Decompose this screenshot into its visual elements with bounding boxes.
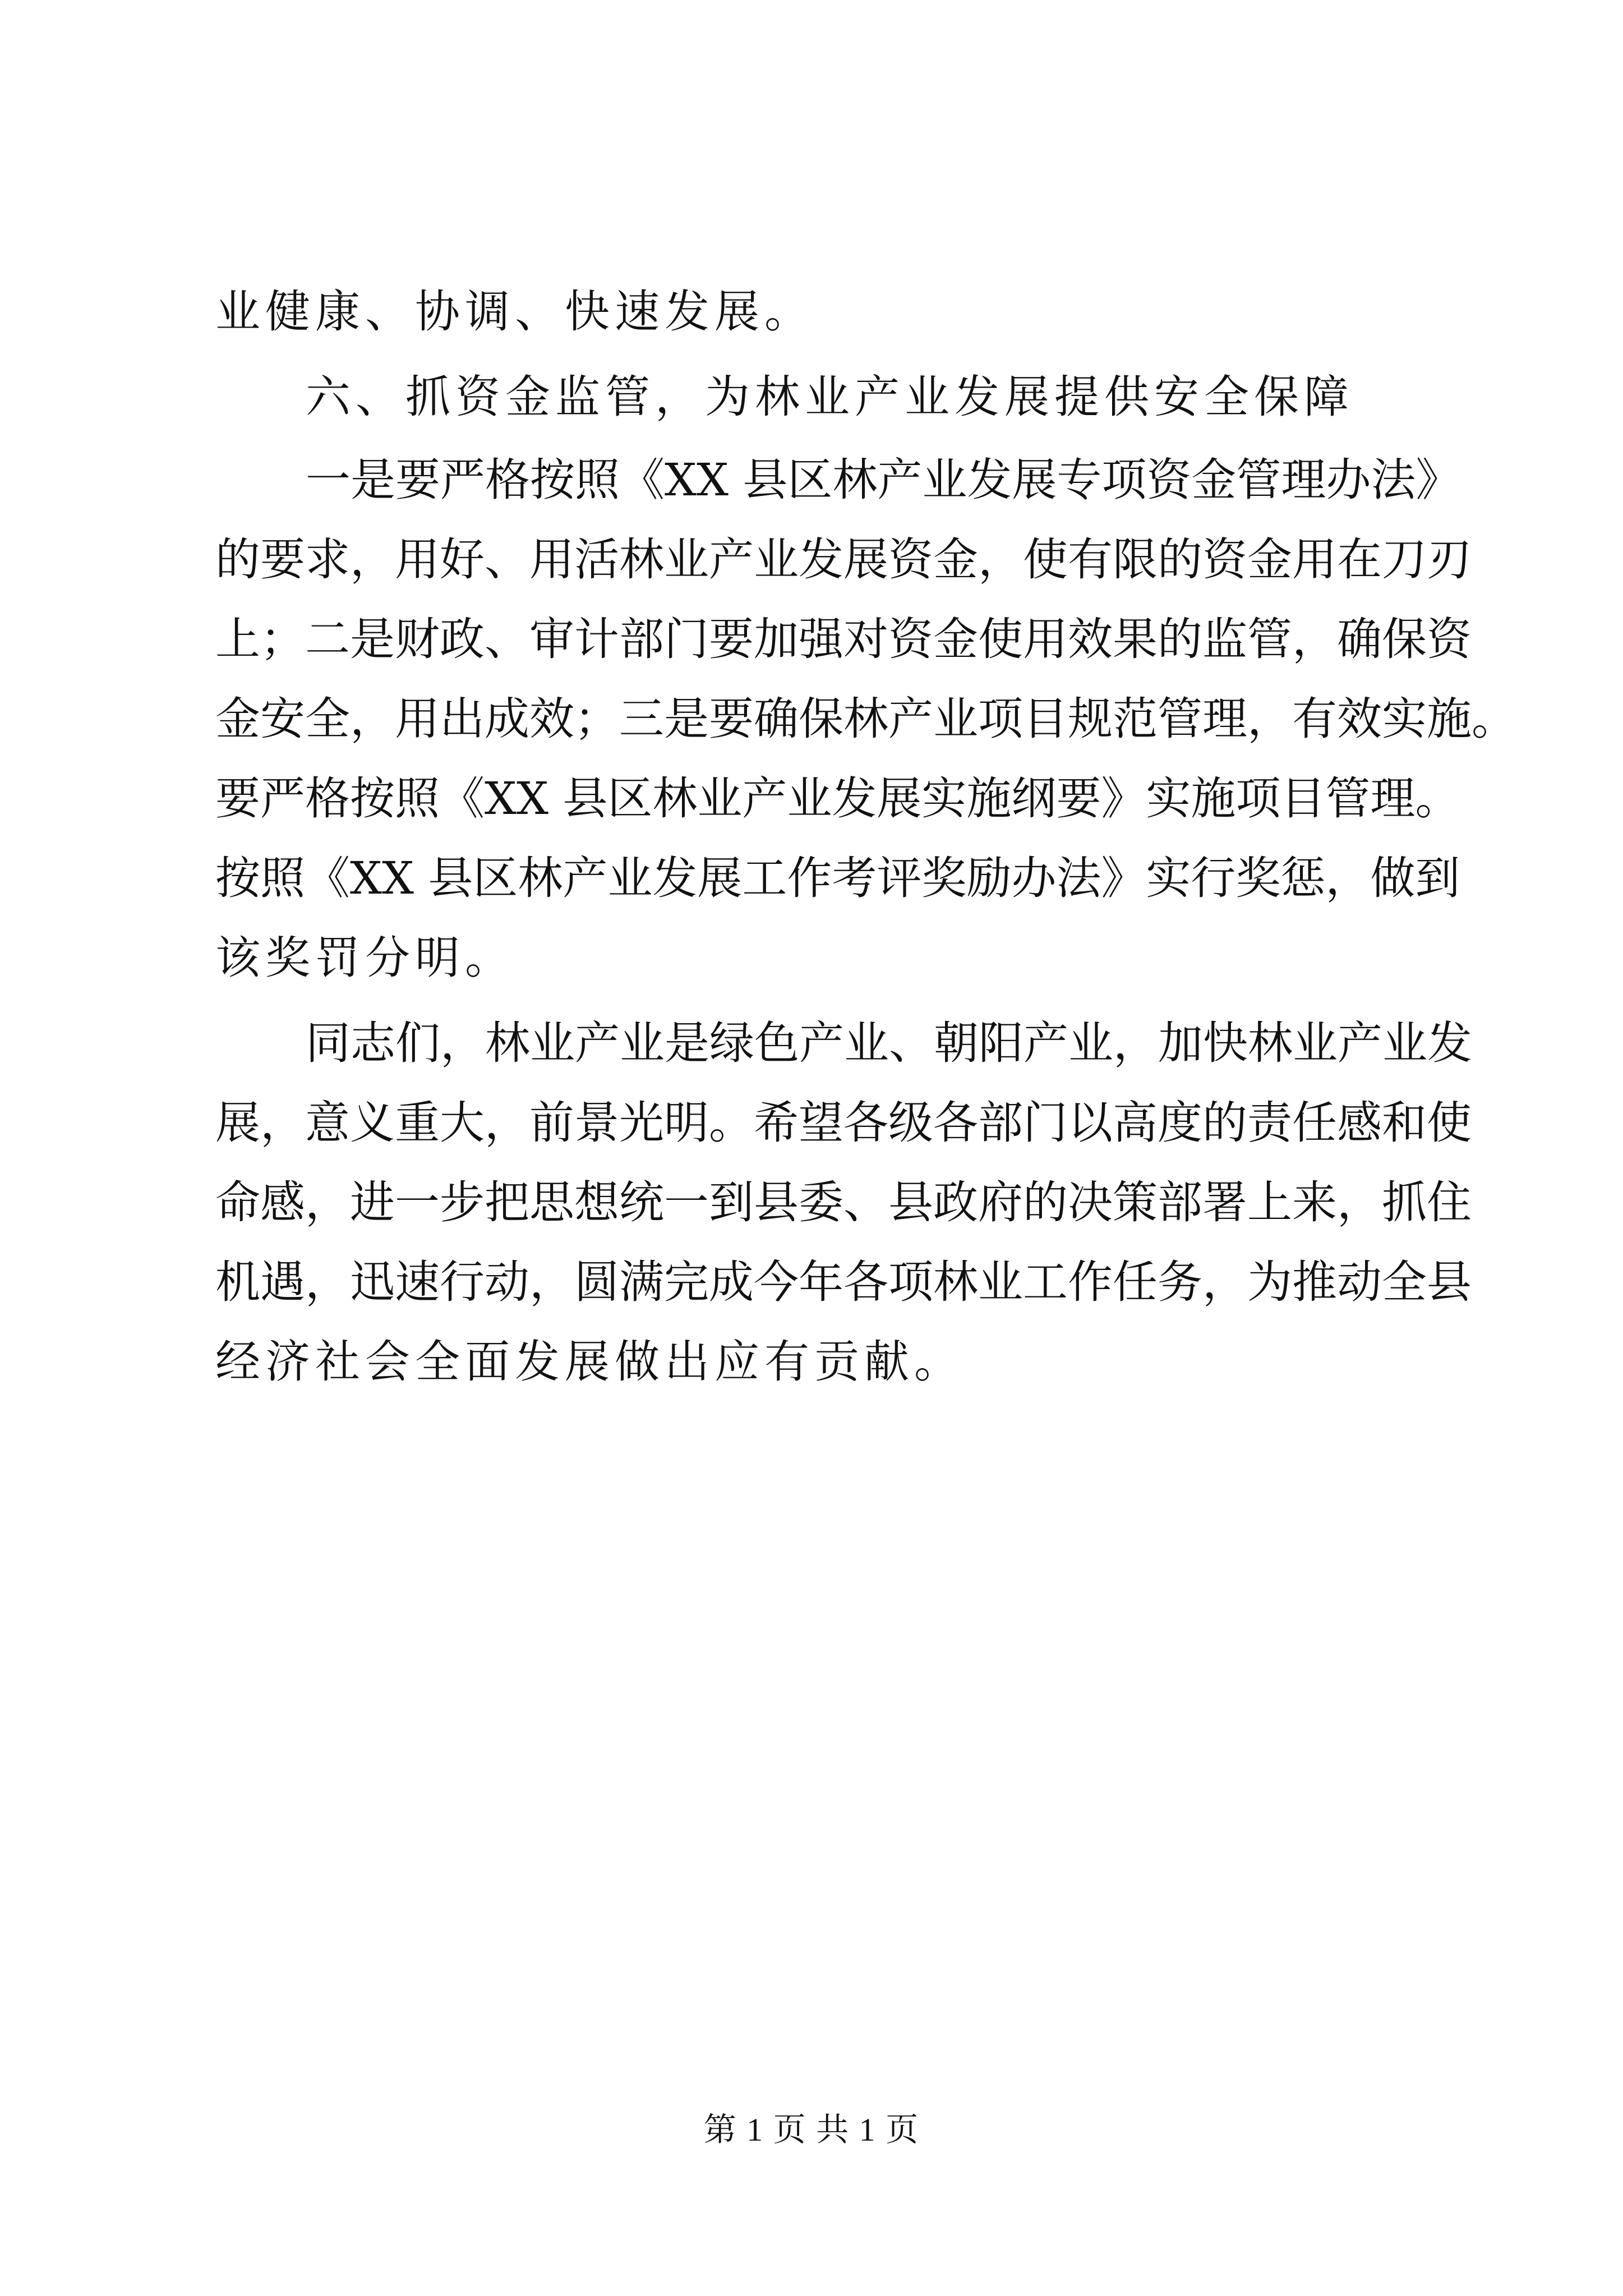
body-text-line: 业健康、协调、快速发展。	[215, 286, 814, 338]
body-text-line: 同志们，林业产业是绿色产业、朝阳产业，加快林业产业发	[306, 1017, 1472, 1069]
body-text-line: 该奖罚分明。	[215, 932, 515, 984]
body-text-line: 展，意义重大，前景光明。希望各级各部门以高度的责任感和使	[215, 1097, 1472, 1149]
page-footer: 第 1 页 共 1 页	[703, 2111, 920, 2148]
body-text-line: 经济社会全面发展做出应有贡献。	[215, 1336, 964, 1388]
body-text-line: 一是要严格按照《XX 县区林产业发展专项资金管理办法》	[306, 454, 1461, 506]
body-text-line: 的要求，用好、用活林业产业发展资金，使有限的资金用在刀刃	[215, 533, 1472, 586]
body-text-line: 要严格按照《XX 县区林业产业发展实施纲要》实施项目管理。	[215, 772, 1460, 825]
body-text-line: 金安全，用出成效；三是要确保林产业项目规范管理，有效实施。	[215, 693, 1516, 745]
body-text-line: 上；二是财政、审计部门要加强对资金使用效果的监管，确保资	[215, 613, 1472, 665]
body-text-line: 机遇，迅速行动，圆满完成今年各项林业工作任务，为推动全县	[215, 1256, 1472, 1308]
body-text-line: 按照《XX 县区林产业发展工作考评奖励办法》实行奖惩，做到	[215, 852, 1460, 904]
body-text-line: 命感，进一步把思想统一到县委、县政府的决策部署上来，抓住	[215, 1176, 1472, 1228]
section-heading: 六、抓资金监管，为林业产业发展提供安全保障	[306, 371, 1354, 423]
